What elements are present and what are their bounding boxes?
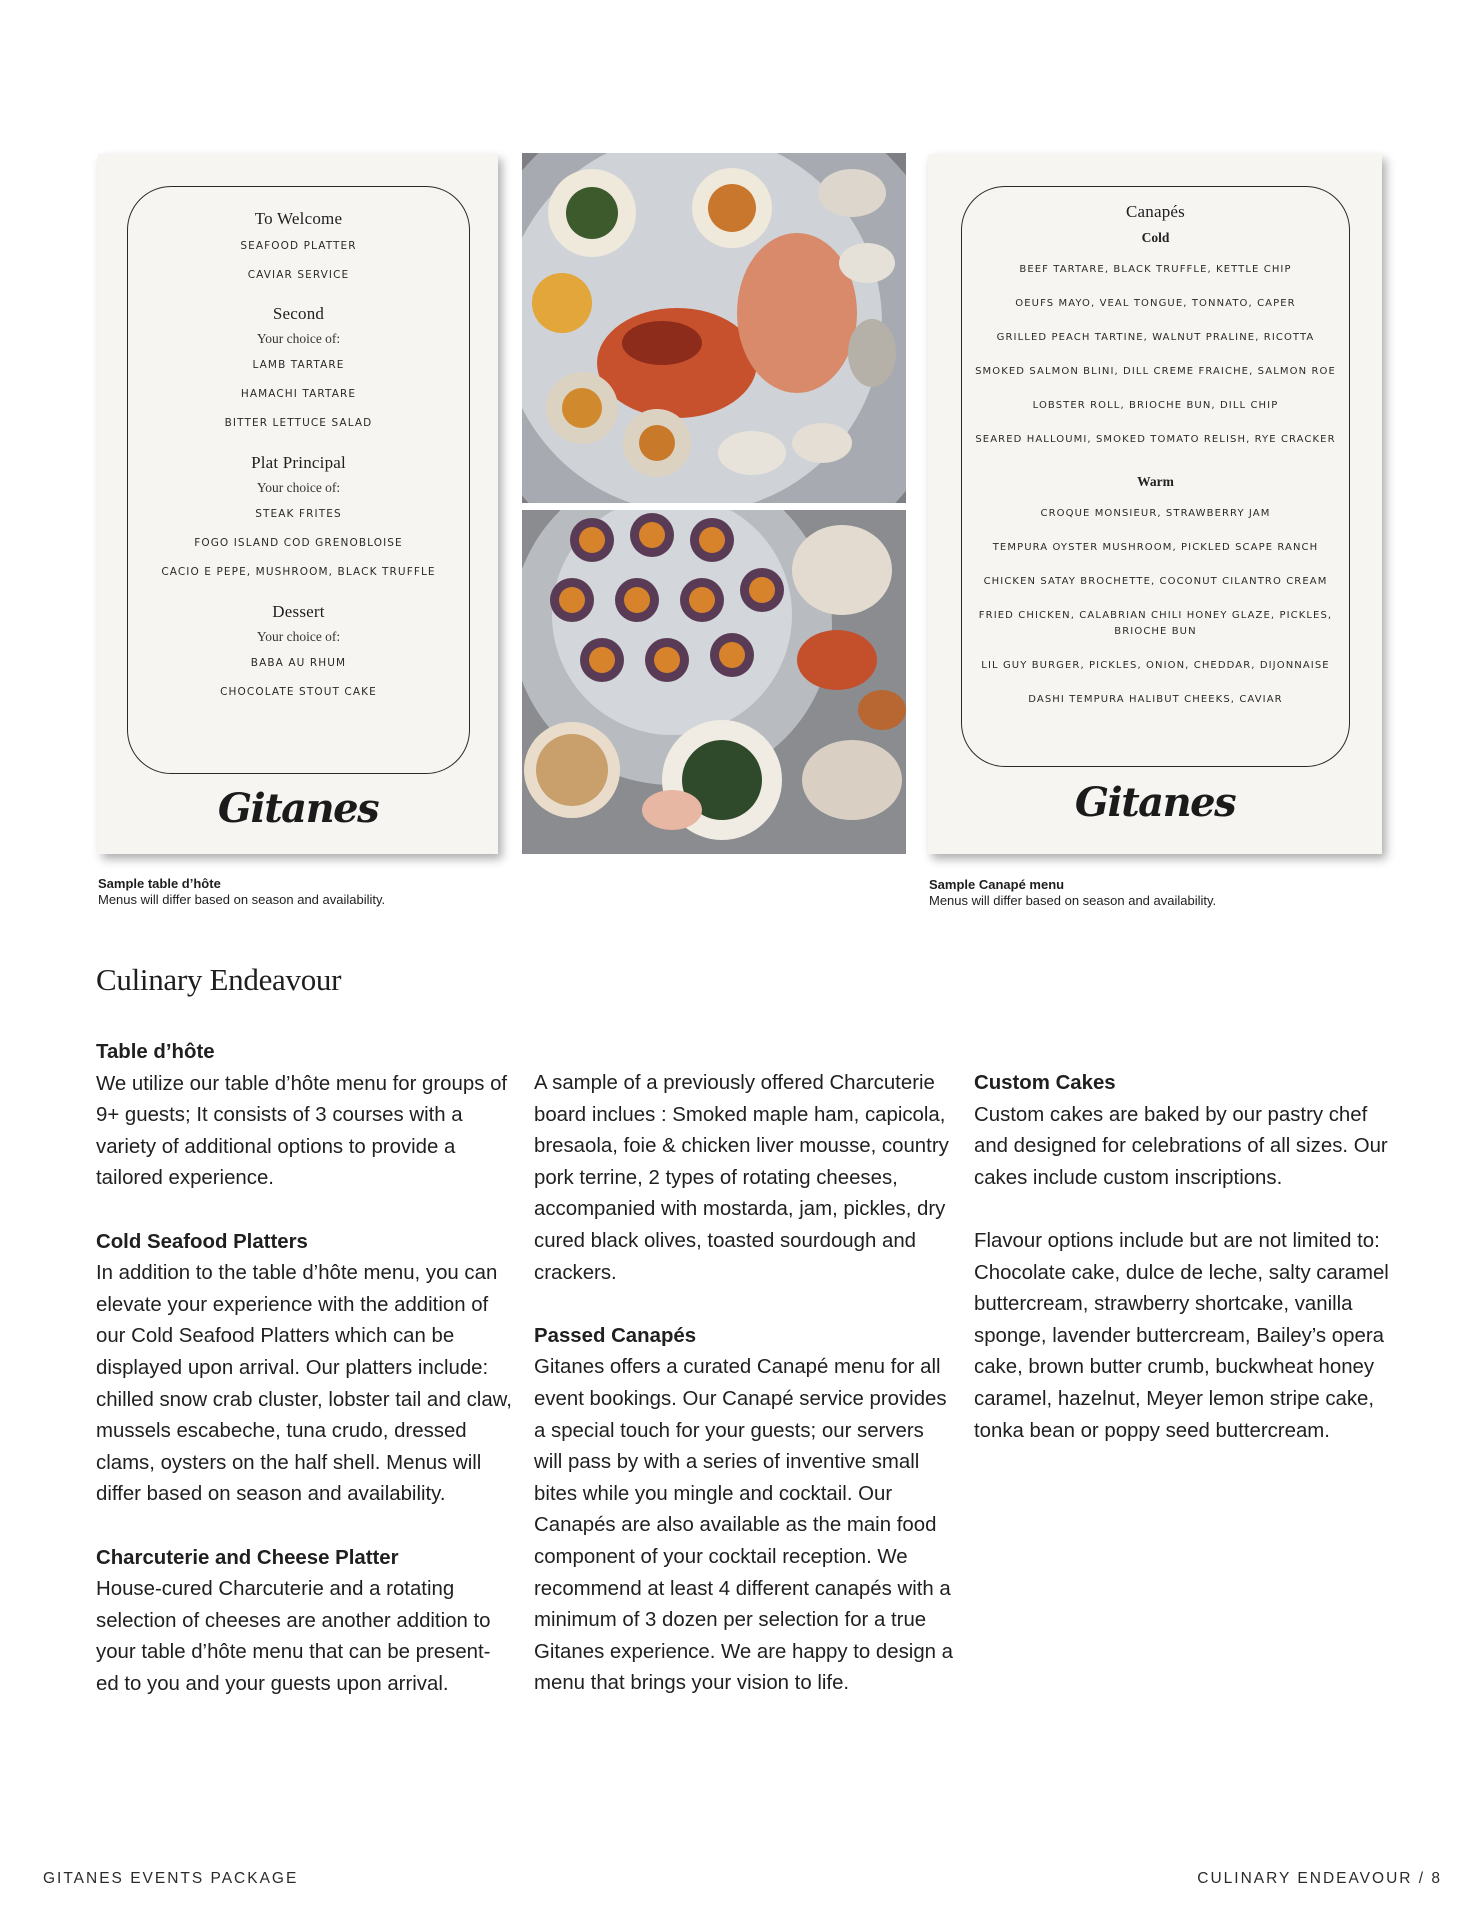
menu-item: LIL GUY BURGER, PICKLES, ONION, CHEDDAR, DIJONNAISE [981,660,1330,671]
menu-subheading: Your choice of: [256,480,341,495]
paragraph: Gitanes offers a curated Canapé menu for all event bookings. Our Canapé service provides a special touch for your guests; our servers will pass by with a series of inventive small bites while you mingle and cocktail. Our Canapés are also available as the main food component of your cocktail reception. We recommend at least 4 different canapés with a minimum of 3 dozen per selection for a true Gitanes experience. We are happy to design a menu that brings your vision to life. [534,1356,954,1695]
menu-item: FOGO ISLAND COD GRENOBLOISE [194,537,403,549]
menu-item: SEARED HALLOUMI, SMOKED TOMATO RELISH, RYE CRACKER [975,434,1336,445]
caption-text: Menus will differ based on season and availability. [929,893,1217,908]
paragraph: House-cured Charcuterie and a rotating selection of cheeses are another addition to your table d’hôte menu that can be present-ed to you and your guests upon arrival. [96,1578,491,1695]
paragraph: A sample of a previously offered Charcuterie board inclues : Smoked maple ham, capicola, bresaola, foie & chicken liver mousse, country pork terrine, 2 types of rotating cheeses, accompanied with mostarda, jam, pickles, dry cured black olives, toasted sourdough and crackers. [534,1072,949,1284]
menu-item: BABA AU RHUM [250,657,347,669]
menu-frame [961,186,1350,767]
paragraph: Flavour options include but are not limited to: Chocolate cake, dulce de leche, salty caramel buttercream, strawberry shortcake, vanilla sponge, lavender buttercream, Bailey’s opera cake, brown butter crumb, buckwheat honey caramel, hazelnut, Meyer lemon stripe cake, tonka bean or poppy seed buttercream. [974,1229,1389,1442]
menu-item: CHICKEN SATAY BROCHETTE, COCONUT CILANTRO CREAM [983,576,1328,587]
caption-title: Sample table d’hôte [98,876,221,891]
menu-heading: Plat Principal [251,453,346,472]
heading-passed-canapes: Passed Canapés [534,1324,697,1347]
section-title: Culinary Endeavour [96,962,342,997]
column-1 [96,1037,512,1700]
menu-item: GRILLED PEACH TARTINE, WALNUT PRALINE, RICOTTA [996,332,1315,343]
menu-subheading: Your choice of: [256,331,341,346]
menu-item: FRIED CHICKEN, CALABRIAN CHILI HONEY GLAZE, PICKLES, [978,610,1333,621]
menu-item: CACIO E PEPE, MUSHROOM, BLACK TRUFFLE [161,566,436,578]
canape-menu-card [928,154,1382,854]
caption-title: Sample Canapé menu [929,877,1065,892]
menu-heading: Dessert [272,602,325,621]
caption-text: Menus will differ based on season and availability. [98,892,386,907]
menu-subheading: Your choice of: [256,629,341,644]
table-dhote-menu-card [98,154,498,854]
menu-item: CHOCOLATE STOUT CAKE [220,686,377,698]
gitanes-logo: Gitanes [217,785,379,832]
menu-item: BRIOCHE BUN [1114,626,1197,637]
menu-item: STEAK FRITES [255,508,342,520]
paragraph: Custom cakes are baked by our pastry chef and designed for celebrations of all sizes. Our cakes include custom inscriptions. [974,1103,1388,1189]
menu-title: Canapés [1126,202,1185,221]
column-2 [534,1068,954,1700]
column-3 [974,1068,1396,1447]
paragraph: In addition to the table d’hôte menu, you can elevate your experience with the addition of our Cold Seafood Platters which can be displayed upon arrival. Our platters include: chilled snow crab cluster, lobster tail and claw, mussels escabeche, tuna crudo, dressed clams, oysters on the half shell. Menus will differ based on season and availability. [96,1262,512,1506]
menu-item: OEUFS MAYO, VEAL TONGUE, TONNATO, CAPER [1015,298,1296,309]
heading-cold-seafood-platters: Cold Seafood Platters [96,1230,308,1253]
footer-right: CULINARY ENDEAVOUR / 8 [1197,1870,1442,1887]
menu-item: CAVIAR SERVICE [247,269,350,281]
seafood-platter-photo-top [522,153,906,503]
menu-item: LAMB TARTARE [252,359,345,371]
caption-table-dhote [98,876,385,908]
footer-left: GITANES EVENTS PACKAGE [43,1870,299,1887]
heading-charcuterie-cheese: Charcuterie and Cheese Platter [96,1546,399,1569]
menu-item: BEEF TARTARE, BLACK TRUFFLE, KETTLE CHIP [1019,264,1292,275]
menu-item: TEMPURA OYSTER MUSHROOM, PICKLED SCAPE RANCH [992,542,1319,553]
gitanes-logo: Gitanes [1074,779,1236,826]
menu-heading-cold: Cold [1141,230,1170,245]
heading-table-dhote: Table d’hôte [96,1041,215,1063]
menu-item: DASHI TEMPURA HALIBUT CHEEKS, CAVIAR [1028,694,1283,705]
menu-frame [127,186,470,774]
menu-item: LOBSTER ROLL, BRIOCHE BUN, DILL CHIP [1032,400,1279,411]
menu-item: CROQUE MONSIEUR, STRAWBERRY JAM [1040,508,1271,519]
menu-item: SEAFOOD PLATTER [240,240,357,252]
menu-item: HAMACHI TARTARE [240,388,357,400]
menu-heading: To Welcome [254,209,343,228]
menu-heading-warm: Warm [1137,474,1174,489]
paragraph: We utilize our table d’hôte menu for groups of 9+ guests; It consists of 3 courses with a variety of additional options to provide a tailored experience. [96,1072,508,1190]
caption-canape-menu [929,877,1216,909]
menu-item: BITTER LETTUCE SALAD [224,417,373,429]
menu-item: SMOKED SALMON BLINI, DILL CREME FRAICHE, SALMON ROE [975,366,1336,377]
heading-custom-cakes: Custom Cakes [974,1072,1116,1094]
seafood-platter-photo-bottom [522,510,906,854]
menu-heading: Second [272,304,325,323]
